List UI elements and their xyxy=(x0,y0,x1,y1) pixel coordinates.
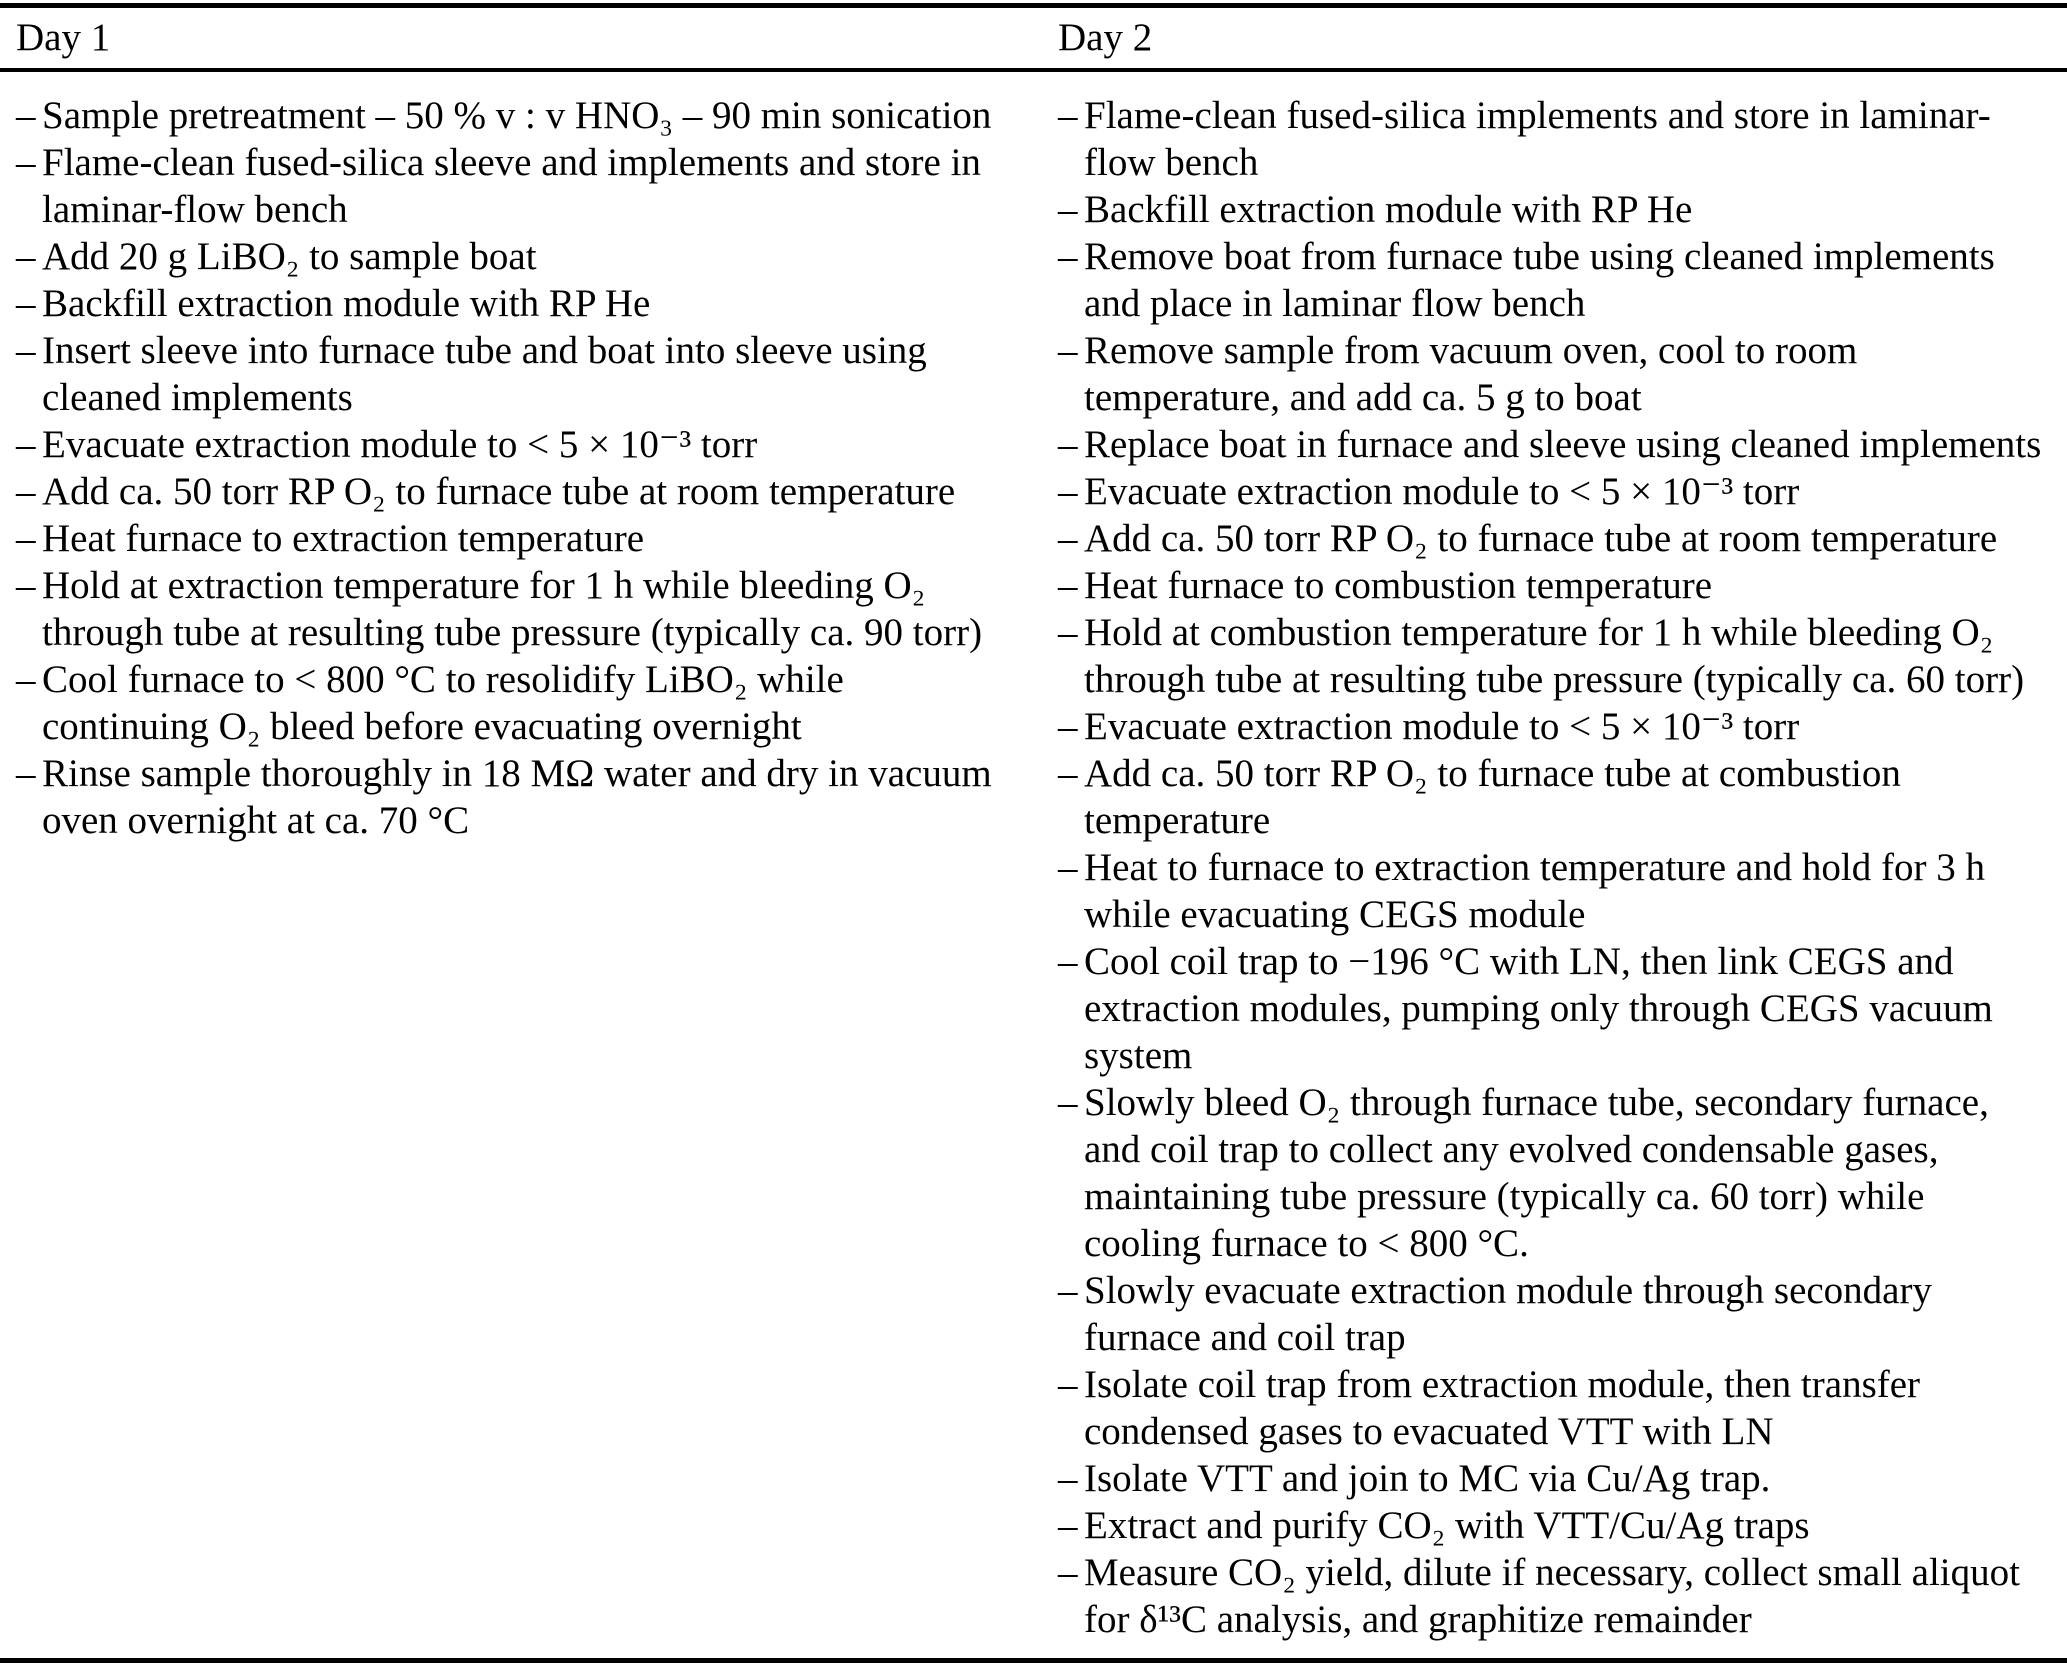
procedure-step xyxy=(1058,515,2045,562)
dash-bullet: – xyxy=(16,141,36,184)
step-text: Backfill extraction module with RP He xyxy=(42,282,651,325)
procedure-step xyxy=(16,750,1001,844)
table-header-row xyxy=(0,14,2067,61)
procedure-step xyxy=(1058,1361,2045,1455)
procedure-step xyxy=(1058,421,2045,468)
procedure-step xyxy=(1058,1267,2045,1361)
procedure-step xyxy=(16,233,1001,280)
procedure-step xyxy=(16,515,1001,562)
procedure-step xyxy=(1058,233,2045,327)
dash-bullet: – xyxy=(1058,235,1078,278)
procedure-step xyxy=(1058,938,2045,1079)
procedure-step xyxy=(1058,92,2045,186)
dash-bullet: – xyxy=(1058,705,1078,748)
dash-bullet: – xyxy=(1058,188,1078,231)
step-text: Heat to furnace to extraction temperature and hold for 3 h while evacuating CEGS module xyxy=(1084,846,1985,936)
procedure-step xyxy=(1058,703,2045,750)
step-text: Isolate coil trap from extraction module, then transfer condensed gases to evacuated VTT with LN xyxy=(1084,1363,1921,1453)
dash-bullet: – xyxy=(1058,846,1078,889)
procedure-step xyxy=(16,139,1001,233)
column-header-day2: Day 2 xyxy=(1058,16,1153,59)
step-text: Cool furnace to < 800 °C to resolidify LiBO₂ while continuing O₂ bleed before evacuating overnight xyxy=(42,658,844,748)
dash-bullet: – xyxy=(1058,1551,1078,1594)
procedure-step xyxy=(16,280,1001,327)
day1-steps-list xyxy=(0,92,1045,844)
step-text: Heat furnace to combustion temperature xyxy=(1084,564,1713,607)
procedure-step xyxy=(1058,186,2045,233)
table-body xyxy=(0,92,2067,1643)
step-text: Rinse sample thoroughly in 18 MΩ water and dry in vacuum oven overnight at ca. 70 °C xyxy=(42,752,992,842)
dash-bullet: – xyxy=(1058,329,1078,372)
step-text: Hold at combustion temperature for 1 h while bleeding O₂ through tube at resulting tube pressure (typically ca. 60 torr) xyxy=(1084,611,2025,701)
dash-bullet: – xyxy=(1058,1081,1078,1124)
dash-bullet: – xyxy=(16,329,36,372)
procedure-step xyxy=(1058,1502,2045,1549)
step-text: Slowly bleed O₂ through furnace tube, secondary furnace, and coil trap to collect any evolved condensable gases, maintaining tube pressure (typically ca. 60 torr) while cooling furnace to < 800 °C. xyxy=(1084,1081,1989,1265)
table-header-rule xyxy=(0,68,2067,72)
dash-bullet: – xyxy=(16,564,36,607)
procedure-step xyxy=(16,92,1001,139)
dash-bullet: – xyxy=(1058,470,1078,513)
step-text: Evacuate extraction module to < 5 × 10⁻³ torr xyxy=(1084,705,1800,748)
procedure-step xyxy=(16,327,1001,421)
step-text: Add ca. 50 torr RP O₂ to furnace tube at room temperature xyxy=(42,470,956,513)
dash-bullet: – xyxy=(1058,940,1078,983)
step-text: Insert sleeve into furnace tube and boat into sleeve using cleaned implements xyxy=(42,329,927,419)
step-text: Evacuate extraction module to < 5 × 10⁻³ torr xyxy=(1084,470,1800,513)
step-text: Backfill extraction module with RP He xyxy=(1084,188,1693,231)
procedure-step xyxy=(1058,327,2045,421)
table-bottom-rule xyxy=(0,1658,2067,1663)
step-text: Extract and purify CO₂ with VTT/Cu/Ag traps xyxy=(1084,1504,1810,1547)
step-text: Isolate VTT and join to MC via Cu/Ag trap. xyxy=(1084,1457,1771,1500)
dash-bullet: – xyxy=(1058,1457,1078,1500)
procedure-step xyxy=(16,421,1001,468)
dash-bullet: – xyxy=(1058,94,1078,137)
step-text: Sample pretreatment – 50 % v : v HNO₃ – 90 min sonication xyxy=(42,94,992,137)
step-text: Add ca. 50 torr RP O₂ to furnace tube at room temperature xyxy=(1084,517,1998,560)
step-text: Flame-clean fused-silica sleeve and implements and store in laminar-flow bench xyxy=(42,141,981,231)
step-text: Evacuate extraction module to < 5 × 10⁻³ torr xyxy=(42,423,758,466)
dash-bullet: – xyxy=(16,752,36,795)
step-text: Heat furnace to extraction temperature xyxy=(42,517,645,560)
procedure-step xyxy=(1058,844,2045,938)
procedure-step xyxy=(1058,1455,2045,1502)
step-text: Add ca. 50 torr RP O₂ to furnace tube at combustion temperature xyxy=(1084,752,1901,842)
step-text: Slowly evacuate extraction module through secondary furnace and coil trap xyxy=(1084,1269,1932,1359)
step-text: Remove boat from furnace tube using cleaned implements and place in laminar flow bench xyxy=(1084,235,1995,325)
table-top-rule xyxy=(0,3,2067,8)
dash-bullet: – xyxy=(16,282,36,325)
step-text: Hold at extraction temperature for 1 h while bleeding O₂ through tube at resulting tube pressure (typically ca. 90 torr) xyxy=(42,564,983,654)
procedure-step xyxy=(16,656,1001,750)
step-text: Flame-clean fused-silica implements and store in laminar-flow bench xyxy=(1084,94,1991,184)
step-text: Cool coil trap to −196 °C with LN, then link CEGS and extraction modules, pumping only through CEGS vacuum system xyxy=(1084,940,1993,1077)
dash-bullet: – xyxy=(1058,423,1078,466)
dash-bullet: – xyxy=(1058,1504,1078,1547)
step-text: Measure CO₂ yield, dilute if necessary, collect small aliquot for δ¹³C analysis, and graphitize remainder xyxy=(1084,1551,2020,1641)
dash-bullet: – xyxy=(1058,1269,1078,1312)
dash-bullet: – xyxy=(1058,611,1078,654)
procedure-step xyxy=(1058,1549,2045,1643)
step-text: Replace boat in furnace and sleeve using cleaned implements xyxy=(1084,423,2042,466)
column-header-day1: Day 1 xyxy=(16,16,111,59)
procedure-step xyxy=(16,562,1001,656)
procedure-step xyxy=(1058,609,2045,703)
procedure-step xyxy=(1058,562,2045,609)
dash-bullet: – xyxy=(1058,1363,1078,1406)
dash-bullet: – xyxy=(16,235,36,278)
dash-bullet: – xyxy=(16,423,36,466)
dash-bullet: – xyxy=(16,94,36,137)
dash-bullet: – xyxy=(16,658,36,701)
dash-bullet: – xyxy=(1058,517,1078,560)
procedure-step xyxy=(16,468,1001,515)
day2-steps-list xyxy=(1045,92,2067,1643)
procedure-step xyxy=(1058,468,2045,515)
procedure-step xyxy=(1058,750,2045,844)
dash-bullet: – xyxy=(1058,564,1078,607)
step-text: Add 20 g LiBO₂ to sample boat xyxy=(42,235,537,278)
step-text: Remove sample from vacuum oven, cool to room temperature, and add ca. 5 g to boat xyxy=(1084,329,1858,419)
dash-bullet: – xyxy=(16,470,36,513)
dash-bullet: – xyxy=(16,517,36,560)
dash-bullet: – xyxy=(1058,752,1078,795)
procedure-step xyxy=(1058,1079,2045,1267)
